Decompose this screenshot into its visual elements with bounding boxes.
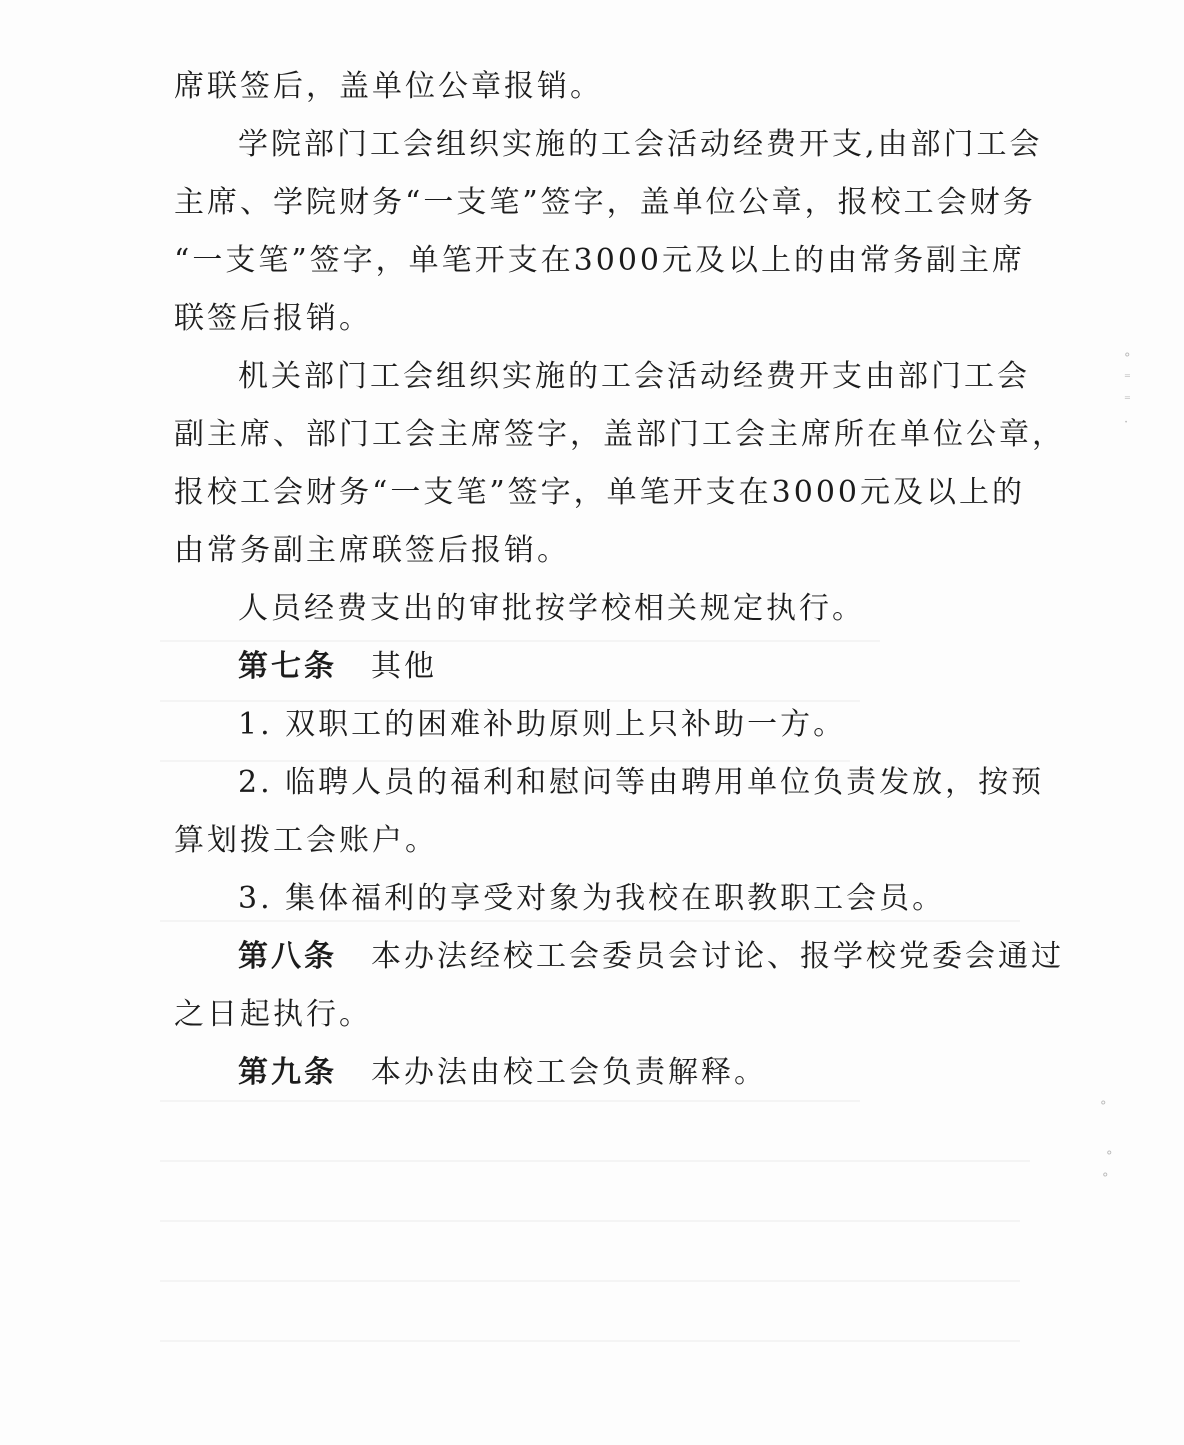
- text-line: 报校工会财务“一支笔”签字，单笔开支在3000元及以上的: [174, 475, 1026, 510]
- article-label: 第八条: [238, 939, 337, 974]
- article-text: 本办法经校工会委员会讨论、报学校党委会通过: [371, 939, 1064, 974]
- text-line: 联签后报销。: [174, 301, 372, 336]
- bleed-through-trace: [160, 1220, 1020, 1222]
- scan-mark: °: [1100, 1099, 1107, 1114]
- article-text: 其他: [371, 649, 437, 684]
- article-label: 第九条: [238, 1055, 337, 1090]
- bleed-through-trace: [160, 1340, 1020, 1342]
- bleed-through-trace: [160, 1160, 1030, 1162]
- paragraph-college-union-start: 学院部门工会组织实施的工会活动经费开支,由部门工会: [238, 127, 1043, 162]
- text-line: 席联签后，盖单位公章报销。: [174, 69, 603, 104]
- list-item: 2. 临聘人员的福利和慰问等由聘用单位负责发放，按预: [238, 765, 1045, 800]
- article-label: 第七条: [238, 649, 337, 684]
- text-line: 副主席、部门工会主席签字，盖部门工会主席所在单位公章，: [174, 417, 1065, 452]
- paragraph-personnel-expenses: 人员经费支出的审批按学校相关规定执行。: [238, 591, 865, 626]
- list-item: 1. 双职工的困难补助原则上只补助一方。: [238, 707, 847, 742]
- document-body: [174, 58, 1065, 1102]
- article-seven-heading: [174, 638, 1034, 696]
- text-line: 算划拨工会账户。: [174, 823, 438, 858]
- scan-mark: °: [1106, 1149, 1113, 1164]
- bleed-through-trace: [160, 1280, 1020, 1282]
- list-item: 3. 集体福利的享受对象为我校在职教职工会员。: [238, 881, 946, 916]
- text-line: 由常务副主席联签后报销。: [174, 533, 570, 568]
- scan-mark: ⁼: [1124, 393, 1131, 408]
- paragraph-office-union-start: 机关部门工会组织实施的工会活动经费开支由部门工会: [238, 359, 1030, 394]
- text-line: 主席、学院财务“一支笔”签字，盖单位公章，报校工会财务: [174, 185, 1036, 220]
- text-line: “一支笔”签字，单笔开支在3000元及以上的由常务副主席: [174, 243, 1026, 278]
- scan-mark: ·: [1124, 415, 1129, 430]
- article-nine: [174, 1044, 1034, 1102]
- scan-mark: °: [1102, 1171, 1109, 1186]
- scan-mark: °: [1124, 351, 1131, 366]
- scan-mark: ⁼: [1124, 371, 1131, 386]
- article-eight: [174, 928, 1064, 986]
- text-line: 之日起执行。: [174, 997, 372, 1032]
- article-text: 本办法由校工会负责解释。: [371, 1055, 767, 1090]
